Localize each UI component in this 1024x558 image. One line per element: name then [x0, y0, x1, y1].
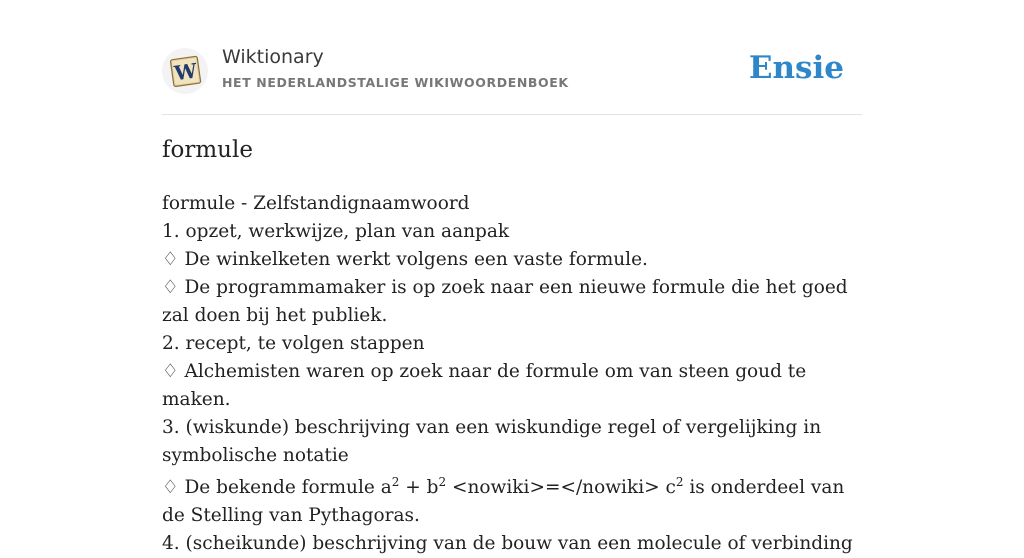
example-3a [162, 474, 862, 530]
sense-3: 3. (wiskunde) beschrijving van een wiskundige regel of vergelijking in symbolische notatie [162, 417, 822, 466]
sense-4: 4. (scheikunde) beschrijving van de bouw van een molecule of verbinding [162, 533, 853, 554]
example-1b: ♢ De programmamaker is op zoek naar een nieuwe formule die het goed zal doen bij het publiek. [162, 277, 848, 326]
example-3a-mid-1: + b [399, 477, 439, 498]
site-tagline: HET NEDERLANDSTALIGE WIKIWOORDENBOEK [222, 75, 569, 90]
sense-1: 1. opzet, werkwijze, plan van aanpak [162, 221, 510, 242]
site-name[interactable]: Wiktionary [222, 46, 324, 68]
sense-2: 2. recept, te volgen stappen [162, 333, 425, 354]
definition-content [162, 190, 862, 558]
exponent-b: 2 [438, 475, 447, 489]
example-1a: ♢ De winkelketen werkt volgens een vaste formule. [162, 249, 648, 270]
example-3a-prefix: ♢ De bekende formule a [162, 477, 392, 498]
exponent-c: 2 [675, 475, 684, 489]
site-header [162, 44, 862, 115]
ensie-logo-link[interactable]: Ensie [748, 50, 844, 86]
part-of-speech-line: formule - Zelfstandignaamwoord [162, 193, 470, 214]
example-3a-suffix: is onderdeel van de Stelling van Pythagoras. [162, 477, 845, 526]
exponent-a: 2 [391, 475, 400, 489]
example-3a-mid-2: <nowiki>=</nowiki> c [446, 477, 676, 498]
logo-letter: W [172, 58, 199, 86]
page-title: formule [162, 137, 253, 163]
example-2a: ♢ Alchemisten waren op zoek naar de formule om van steen goud te maken. [162, 361, 807, 410]
wiktionary-logo-icon[interactable] [162, 48, 208, 94]
